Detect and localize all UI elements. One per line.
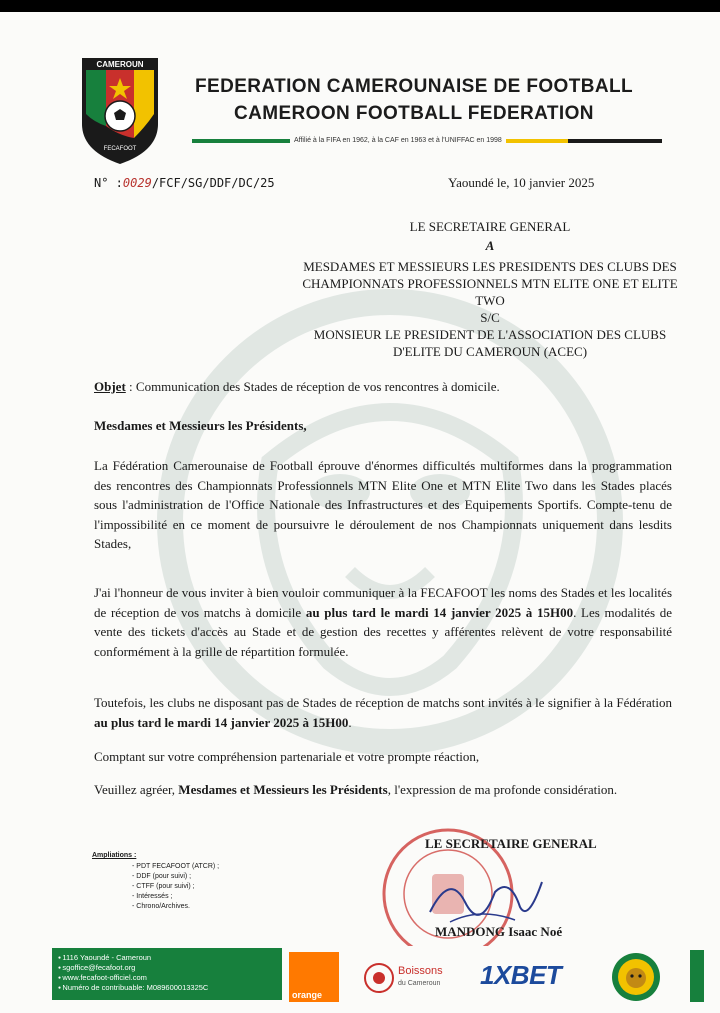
ampliation-item: - CTFF (pour suivi) ; xyxy=(132,882,219,892)
paragraph-5-c: , l'expression de ma profonde considération. xyxy=(387,782,618,797)
sous-couvert: S/C xyxy=(480,310,500,325)
letter-date: Yaoundé le, 10 janvier 2025 xyxy=(448,175,595,190)
footer xyxy=(0,946,720,1013)
boissons-name: Boissons xyxy=(398,965,443,977)
ampliations-title: Ampliations : xyxy=(92,852,137,859)
recipients-block xyxy=(300,258,680,360)
boissons-sponsor-logo xyxy=(362,952,472,1002)
logo-badge-sub: FECAFOOT xyxy=(103,146,137,152)
paragraph-5 xyxy=(94,780,672,800)
contact-block xyxy=(52,948,282,1000)
ampliations-list xyxy=(92,862,219,912)
signatory-name: MANDONG Isaac Noé xyxy=(435,924,563,939)
paragraph-2-a: J'ai l'honneur de vous inviter à bien vouloir communiquer à la FECAFOOT les noms des Stades et les localités de réception de vos matchs à domicile xyxy=(94,585,672,620)
sender-title: LE SECRETAIRE GENERAL xyxy=(409,219,571,234)
letter-page xyxy=(0,12,720,1013)
reference-prefix: N° : xyxy=(94,176,123,190)
subject-line xyxy=(94,379,500,395)
paragraph-5-a: Veuillez agréer, xyxy=(94,782,179,797)
green-edge-strip xyxy=(690,950,704,1002)
header-title-fr: FEDERATION CAMEROUNAISE DE FOOTBALL xyxy=(195,76,633,97)
boissons-label xyxy=(398,966,443,989)
orange-sponsor-logo xyxy=(289,952,339,1002)
contact-email: ● sgoffice@fecafoot.org xyxy=(58,963,276,973)
paragraph-5-b: Mesdames et Messieurs les Présidents xyxy=(178,782,388,797)
ampliation-item: - DDF (pour suivi) ; xyxy=(132,872,219,882)
boissons-emblem-icon xyxy=(364,958,394,998)
subject-label: Objet xyxy=(94,379,126,394)
contact-address: ● 1116 Yaoundé - Cameroun xyxy=(58,953,276,963)
ampliations xyxy=(92,852,219,912)
paragraph-2-c: . Les modalités de vente des tickets d'accès au Stade et de gestion des recettes y afférentes relèvent de votre responsabilité conformément à la grille de répartition formulée. xyxy=(94,604,672,659)
reference-number xyxy=(94,176,275,190)
ampliation-item: - Chrono/Archives. xyxy=(132,902,219,912)
contact-website: ● www.fecafoot-officiel.com xyxy=(58,973,276,983)
fecafoot-logo xyxy=(78,56,162,166)
paragraph-2 xyxy=(94,583,672,661)
salutation: Mesdames et Messieurs les Présidents, xyxy=(94,418,307,433)
header-title-en: CAMEROON FOOTBALL FEDERATION xyxy=(234,103,594,124)
subject-text: : Communication des Stades de réception de vos rencontres à domicile. xyxy=(125,379,500,394)
ampliation-item: - PDT FECAFOOT (ATCR) ; xyxy=(132,862,219,872)
lion-badge-icon xyxy=(611,952,661,1002)
paragraph-3 xyxy=(94,693,672,732)
deadline-1: au plus tard le mardi 14 janvier 2025 à 15H00 xyxy=(305,604,574,620)
affiliation-note: Affilié à la FIFA en 1962, à la CAF en 1963 et à l'UNIFFAC en 1998 xyxy=(290,137,506,144)
reference-suffix: /FCF/SG/DDF/DC/25 xyxy=(151,176,275,190)
paragraph-1: La Fédération Camerounaise de Football éprouve d'énormes difficultés multiformes dans la programmation des rencontres des Championnats Professionnels MTN Elite One et MTN Elite Two dans les Stades placés sous l'administration de l'Office Nationale des Infrastructures et des Equipements Sportifs. Compte-tenu de l'impossibilité en ce moment de poursuivre le déroulement de nos Championnats uniquement dans lesdits Stades, xyxy=(94,458,672,551)
contact-tax-number: ● Numéro de contribuable: M089600013325C xyxy=(58,983,276,993)
top-black-bar xyxy=(0,0,720,12)
paragraph-3-a: Toutefois, les clubs ne disposant pas de Stades de réception de matchs sont invités à le signifier à la Fédération xyxy=(94,695,672,710)
paragraph-4: Comptant sur votre compréhension partenariale et votre prompte réaction, xyxy=(94,749,480,764)
orange-label: orange xyxy=(292,990,323,1000)
signatory-title: LE SECRETAIRE GENERAL xyxy=(425,836,597,851)
paragraph-3-c: . xyxy=(348,714,352,730)
recipients: MESDAMES ET MESSIEURS LES PRESIDENTS DES CLUBS DES CHAMPIONNATS PROFESSIONNELS MTN ELITE ONE ET ELITE TWO xyxy=(302,259,678,308)
ampliation-item: - Intéressés ; xyxy=(132,892,219,902)
logo-badge-text: CAMEROUN xyxy=(96,60,144,69)
1xbet-sponsor-logo: 1XBET xyxy=(480,960,562,990)
to-marker: A xyxy=(485,238,495,253)
reference-num: 0029 xyxy=(122,176,152,190)
deadline-2: au plus tard le mardi 14 janvier 2025 à 15H00 xyxy=(94,714,349,730)
via-recipient: MONSIEUR LE PRESIDENT DE L'ASSOCIATION DES CLUBS D'ELITE DU CAMEROUN (ACEC) xyxy=(313,327,667,359)
boissons-sub: du Cameroun xyxy=(398,980,441,987)
